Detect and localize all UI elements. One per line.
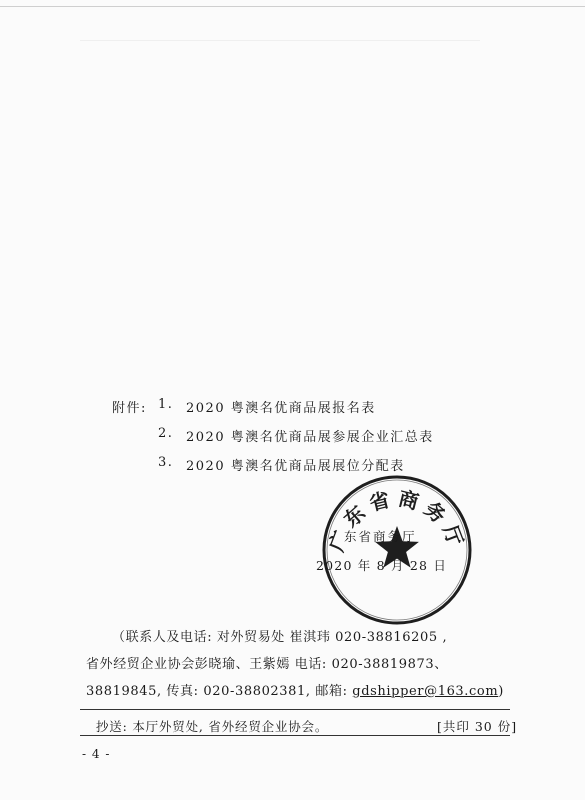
attachment-title: 2020 粤澳名优商品展展位分配表 [186, 459, 405, 474]
print-count: [共印 30 份] [437, 719, 518, 734]
scan-artifact [80, 40, 480, 41]
contact-phone-fax: 38819845, 传真: 020-38802381, 邮箱: [86, 684, 353, 699]
issue-date: 2020 年 8 月 28 日 [316, 558, 448, 573]
attachment-number: 3. [158, 455, 174, 470]
attachment-number: 1. [158, 397, 174, 412]
attachment-title: 2020 粤澳名优商品展参展企业汇总表 [186, 430, 434, 445]
scan-artifact [0, 6, 585, 7]
contact-email: gdshipper@163.com [352, 684, 499, 699]
contact-line: （联系人及电话: 对外贸易处 崔淇玮 020-38816205 , [112, 630, 448, 645]
cc-recipients: 抄送: 本厅外贸处, 省外经贸企业协会。 [96, 719, 329, 734]
contact-line: 省外经贸企业协会彭晓瑜、王紫嫣 电话: 020-38819873、 [86, 657, 448, 672]
issuer-name: 东省商务厅 [344, 529, 417, 544]
attachment-label: 附件: [112, 401, 147, 416]
attachment-number: 2. [158, 426, 174, 441]
footer-divider [80, 735, 510, 736]
seal-text: 广东省商务厅 [324, 486, 470, 555]
official-seal-stamp [321, 474, 473, 626]
contact-closing: ) [498, 684, 504, 699]
contact-line [86, 680, 504, 699]
page-number: - 4 - [82, 747, 111, 761]
footer-divider [80, 709, 510, 710]
attachment-title: 2020 粤澳名优商品展报名表 [186, 401, 376, 416]
